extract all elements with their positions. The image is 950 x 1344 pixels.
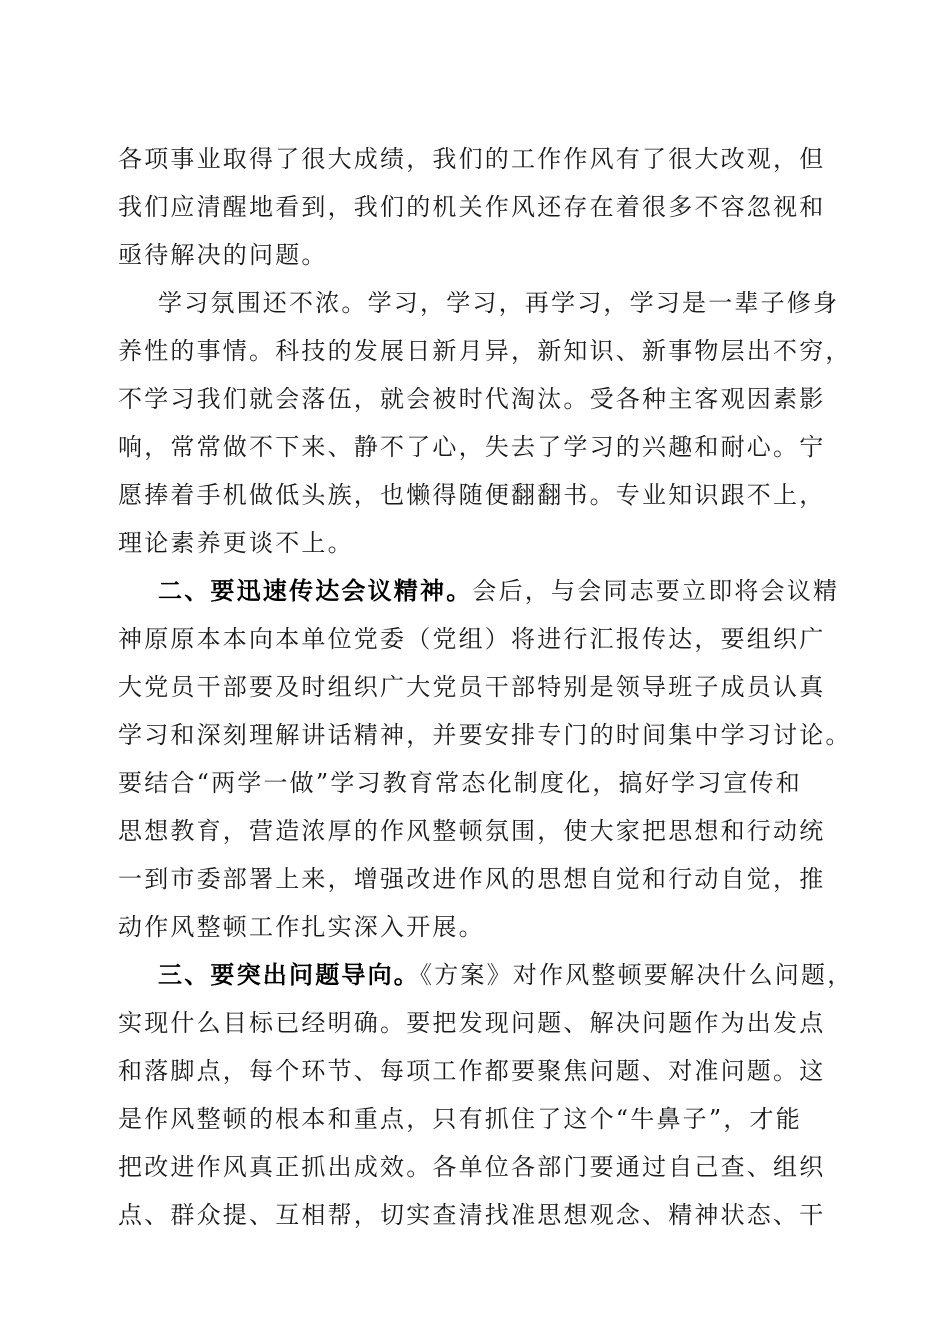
text-line: 响，常常做不下来、静不了心，失去了学习的兴趣和耐心。宁 <box>118 433 826 461</box>
text-line: 大党员干部要及时组织广大党员干部特别是领导班子成员认真 <box>118 673 826 701</box>
text-line: 一到市委部署上来，增强改进作风的思想自觉和行动自觉，推 <box>118 865 826 893</box>
text-line: 神原原本本向本单位党委（党组）将进行汇报传达，要组织广 <box>118 625 826 653</box>
text-line: 把改进作风真正抓出成效。各单位各部门要通过自己查、组织 <box>118 1153 826 1181</box>
text-line: 动作风整顿工作扎实深入开展。 <box>118 913 485 941</box>
section-heading: 二、要迅速传达会议精神。 <box>158 576 473 605</box>
text-line: 理论素养更谈不上。 <box>118 529 354 557</box>
text-line: 愿捧着手机做低头族，也懒得随便翻翻书。专业知识跟不上， <box>118 481 826 509</box>
text-line: 亟待解决的问题。 <box>118 241 328 269</box>
text-line: 和落脚点，每个环节、每项工作都要聚焦问题、对准问题。这 <box>118 1057 826 1085</box>
text-line: 学习氛围还不浓。学习，学习，再学习，学习是一辈子修身 <box>158 289 840 317</box>
text-line: 学习和深刻理解讲话精神，并要安排专门的时间集中学习讨论。 <box>118 721 852 749</box>
text-line: 各项事业取得了很大成绩，我们的工作作风有了很大改观，但 <box>118 145 826 173</box>
text-line: 不学习我们就会落伍，就会被时代淘汰。受各种主客观因素影 <box>118 385 826 413</box>
text-line: 点、群众提、互相帮，切实查清找准思想观念、精神状态、干 <box>118 1201 826 1229</box>
section-heading: 三、要突出问题导向。 <box>158 960 420 989</box>
text-span: 会后，与会同志要立即将会议精 <box>472 577 840 605</box>
text-line <box>158 576 878 606</box>
text-line: 是作风整顿的根本和重点，只有抓住了这个“牛鼻子”，才能 <box>118 1105 802 1133</box>
text-line: 思想教育，营造浓厚的作风整顿氛围，使大家把思想和行动统 <box>118 817 826 845</box>
text-line: 养性的事情。科技的发展日新月异，新知识、新事物层出不穷， <box>118 337 852 365</box>
text-line: 我们应清醒地看到，我们的机关作风还存在着很多不容忽视和 <box>118 193 826 221</box>
text-line: 要结合“两学一做”学习教育常态化制度化，搞好学习宣传和 <box>118 769 802 797</box>
text-line <box>158 960 878 990</box>
text-span: 《方案》对作风整顿要解决什么问题， <box>420 961 854 989</box>
text-line: 实现什么目标已经明确。要把发现问题、解决问题作为出发点 <box>118 1009 826 1037</box>
